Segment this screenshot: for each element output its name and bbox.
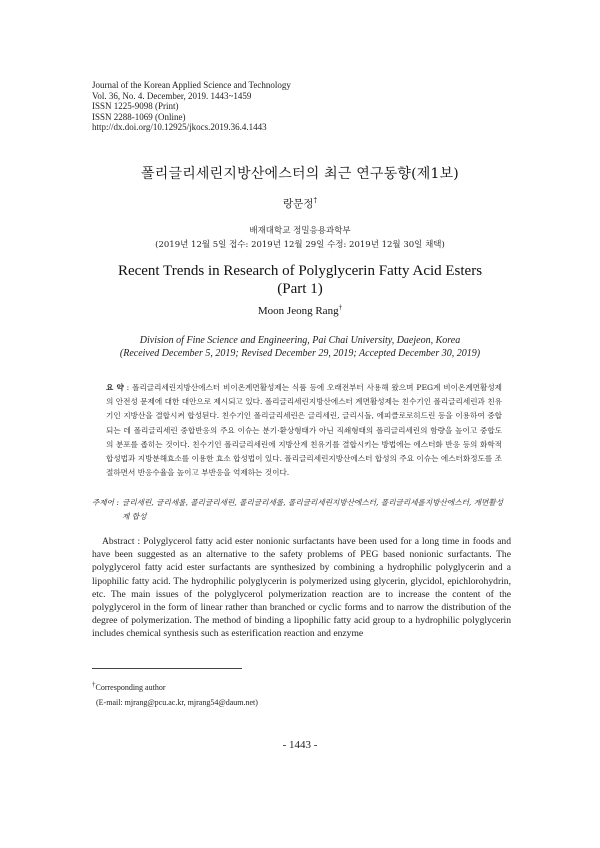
doi-link[interactable]: http://dx.doi.org/10.12925/jkocs.2019.36.4.1443 <box>92 122 267 132</box>
keywords-label: 주제어 : <box>92 498 119 507</box>
english-title-line2: (Part 1) <box>277 281 323 297</box>
english-affiliation: Division of Fine Science and Engineering, Pai Chai University, Daejeon, Korea <box>139 335 461 346</box>
issn-print: ISSN 1225-9098 (Print) <box>92 101 179 111</box>
keywords-text: 글리세린, 글리세롤, 폴리글리세린, 폴리글리세롤, 폴리글리세린지방산에스터, 폴리글리세롤지방산에스터, 계면활성제 합성 <box>122 498 504 521</box>
journal-volume: Vol. 36, No. 4. December, 2019. 1443~1459 <box>92 90 252 101</box>
journal-header <box>92 80 512 133</box>
footnote-mark: † <box>92 680 96 689</box>
page-number: - 1443 - <box>282 739 318 751</box>
korean-author <box>0 196 600 211</box>
footnote-corresponding <box>92 680 512 692</box>
footnote-divider <box>92 668 242 669</box>
korean-abstract-text: : 폴리글리세린지방산에스터 비이온계면활성제는 식품 등에 오래전부터 사용해 왔으며 PEG계 비이온계면활성제의 안전성 문제에 대한 대안으로 제시되고 있다. 폴리글리세린지방산에스터 계면활성제는 친수기인 폴리글리세린과 친유기인 지방산을 결합시켜 합성된다. 친수기인 폴리글리세린은 글리세린, 글리시돌, 에피클로로히드린 등을 이용하여 중합되는 데 폴리글리세린 중합반응의 주요 이슈는 분기·환상형태가 아닌 직쇄형태의 폴리글리세린의 함량을 높이고 중합도의 분포를 좁히는 것이다. 친수기인 폴리글리세린에 지방산계 친유기를 결합시키는 방법에는 에스터화 반응 등의 화학적 합성법과 지방분해효소를 이용한 효소 합성법이 있다. 폴리글리세린지방산에스터 합성의 주요 이슈는 에스터화정도를 조절하면서 반응수율을 높이고 부반응을 억제하는 것이다. <box>106 383 502 478</box>
footnote-text: Corresponding author <box>95 683 166 692</box>
english-abstract: Abstract : Polyglycerol fatty acid ester nonionic surfactants have been used for a long time in foods and have been suggested as an alternative to the safety problems of PEG based nonionic surfactants. The polyglycerol fatty acid ester surfactants are synthesized by combining a hydrophilic polyglycerin and a lipophilic fatty acid. The hydrophilic polyglycerin is polymerized using glycerin, glycidol, epichlorohydrin, etc. The main issues of the polyglycerol polymerization reaction are to increase the content of the polyglycerol in the form of linear rather than branched or cyclic forms and to narrow the distribution of the degree of polymerization. The method of binding a lipophilic fatty acid group to a hydrophilic polyglycerin includes chemical synthesis such as esterification reaction and enzyme <box>92 536 511 640</box>
korean-abstract-label: 요 약 <box>106 383 124 392</box>
korean-affiliation: 배재대학교 정밀응용과학부 <box>249 226 351 236</box>
corresponding-mark: † <box>313 196 317 205</box>
english-author <box>0 305 600 317</box>
korean-title: 폴리글리세린지방산에스터의 최근 연구동향(제1보) <box>141 166 459 182</box>
korean-author-name: 랑문정 <box>283 198 314 210</box>
footnote-email: (E-mail: mjrang@pcu.ac.kr, mjrang54@daum.net) <box>96 698 258 707</box>
english-author-name: Moon Jeong Rang <box>257 305 339 317</box>
issn-online: ISSN 2288-1069 (Online) <box>92 111 186 122</box>
english-dates: (Received December 5, 2019; Revised December 29, 2019; Accepted December 30, 2019) <box>119 348 481 359</box>
english-title <box>0 262 600 298</box>
english-corresponding-mark: † <box>338 303 343 312</box>
english-title-line1: Recent Trends in Research of Polyglycerin Fatty Acid Esters <box>117 263 483 279</box>
keywords <box>92 496 512 524</box>
journal-name: Journal of the Korean Applied Science and Technology <box>92 80 291 90</box>
korean-abstract <box>106 381 502 480</box>
korean-dates: (2019년 12월 5일 접수: 2019년 12월 29일 수정: 2019년 12월 30일 채택) <box>155 240 445 250</box>
